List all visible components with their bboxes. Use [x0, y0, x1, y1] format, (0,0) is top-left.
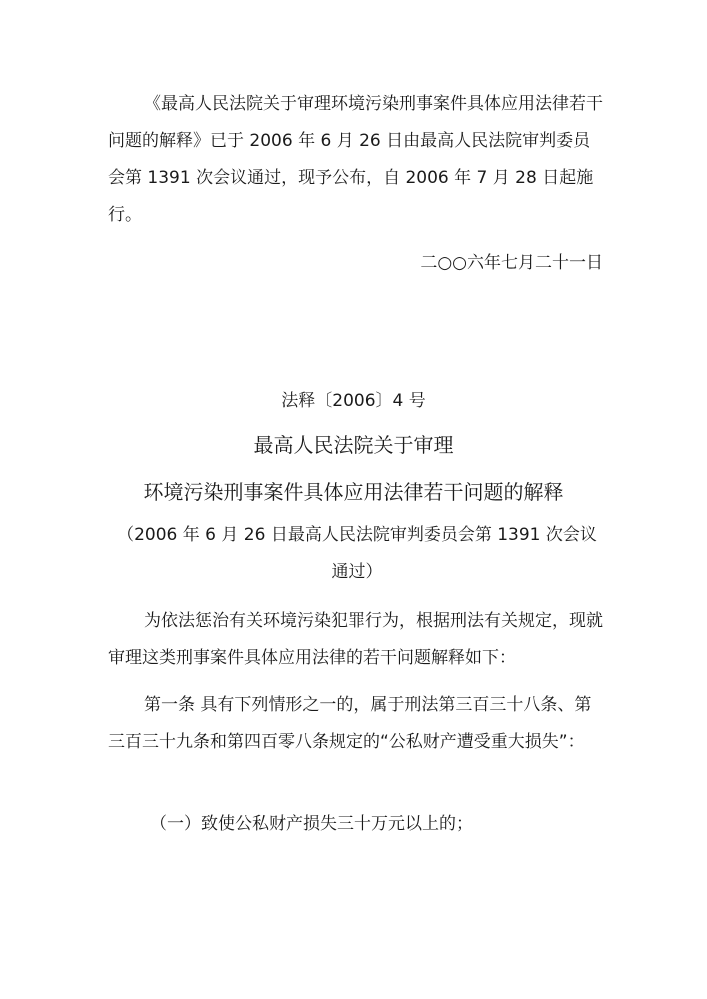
article-1-paragraph: 第一条 具有下列情形之一的，属于刑法第三百三十八条、第三百三十九条和第四百零八条规定的“公私财产遭受重大损失”： [108, 695, 592, 752]
announcement-date: 二○○六年七月二十一日 [420, 253, 603, 273]
adoption-note: （2006 年 6 月 26 日最高人民法院审判委员会第 1391 次会议通过） [117, 525, 597, 582]
preamble-paragraph: 为依法惩治有关环境污染犯罪行为，根据刑法有关规定，现就审理这类刑事案件具体应用法律的若干问题解释如下： [108, 611, 603, 668]
announcement-paragraph: 《最高人民法院关于审理环境污染刑事案件具体应用法律若干问题的解释》已于 2006 年 6 月 26 日由最高人民法院审判委员会第 1391 次会议通过，现予公布，自 2006 年 7 月 28 日起施行。 [108, 94, 603, 225]
document-title-line-1: 最高人民法院关于审理 [253, 433, 454, 457]
document-number: 法释〔2006〕4 号 [281, 391, 426, 411]
document-title-line-2: 环境污染刑事案件具体应用法律若干问题的解释 [143, 480, 564, 504]
article-1-item-1: （一）致使公私财产损失三十万元以上的； [150, 814, 473, 834]
